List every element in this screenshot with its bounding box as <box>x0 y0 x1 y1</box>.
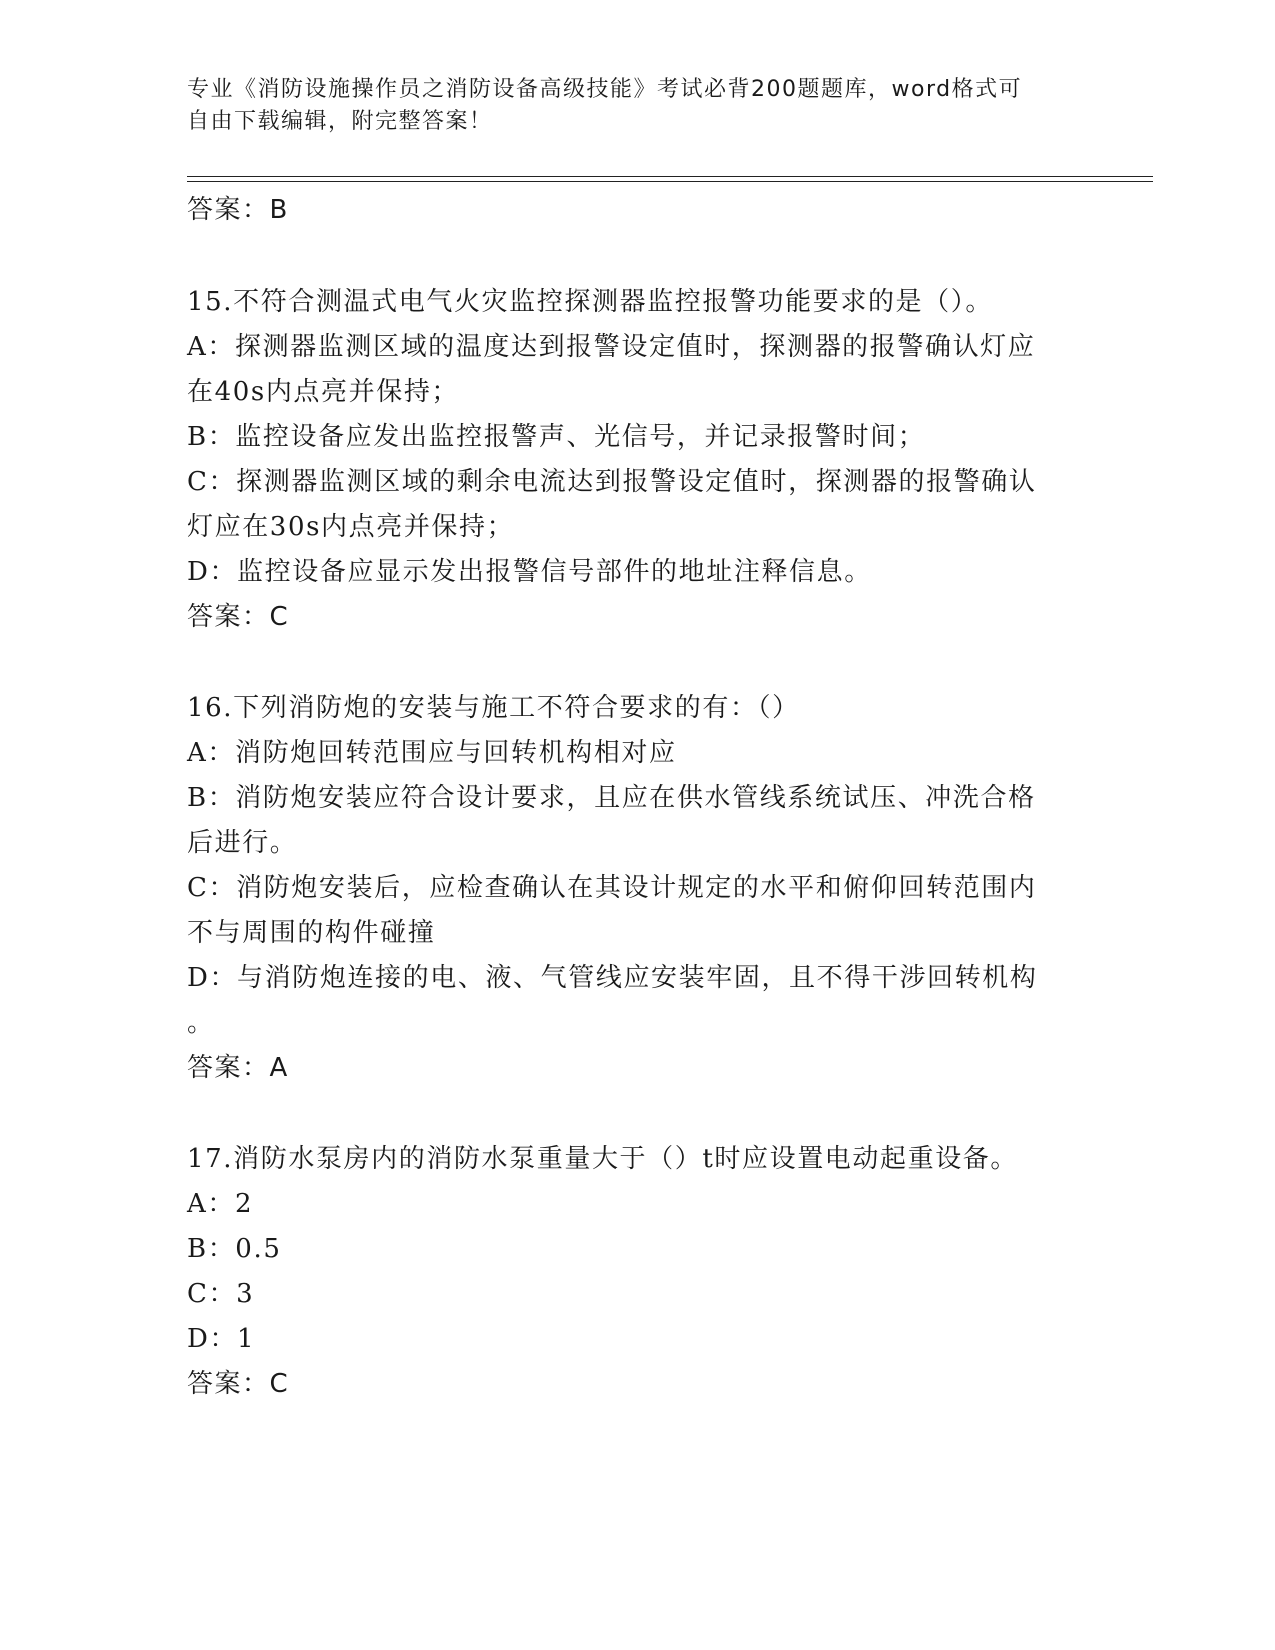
header-divider-top <box>187 176 1153 177</box>
header-line-1: 专业《消防设施操作员之消防设备高级技能》考试必背200题题库，word格式可 <box>187 77 1023 102</box>
option-text: C：消防炮安装后，应检查确认在其设计规定的水平和俯仰回转范围内 <box>187 873 1037 903</box>
answer-line: 答案：A <box>187 1053 289 1083</box>
question-stem: 17.消防水泵房内的消防水泵重量大于（）t时应设置电动起重设备。 <box>187 1144 1018 1174</box>
option-text: B：0.5 <box>187 1234 282 1264</box>
question-block <box>187 686 1067 1091</box>
option-text: D：监控设备应显示发出报警信号部件的地址注释信息。 <box>187 557 872 587</box>
document-body <box>187 188 1067 1407</box>
option-text: C：3 <box>187 1279 255 1309</box>
header-line-2: 自由下载编辑，附完整答案！ <box>187 109 493 134</box>
option-text: B：消防炮安装应符合设计要求，且应在供水管线系统试压、冲洗合格 <box>187 783 1036 813</box>
option-text: A：探测器监测区域的温度达到报警设定值时，探测器的报警确认灯应 <box>187 332 1036 362</box>
option-text: C：探测器监测区域的剩余电流达到报警设定值时，探测器的报警确认 <box>187 467 1037 497</box>
option-text: A：2 <box>187 1189 254 1219</box>
question-stem: 16.下列消防炮的安装与施工不符合要求的有：（） <box>187 693 800 723</box>
option-text: 不与周围的构件碰撞 <box>187 918 436 948</box>
question-block <box>187 280 1067 640</box>
option-text: A：消防炮回转范围应与回转机构相对应 <box>187 738 677 768</box>
option-text: 。 <box>187 1008 215 1038</box>
option-text: D：1 <box>187 1324 256 1354</box>
answer-line: 答案：C <box>187 602 290 632</box>
document-header <box>187 74 1067 138</box>
question-stem: 15.不符合测温式电气火灾监控探测器监控报警功能要求的是（）。 <box>187 287 993 317</box>
option-text: 后进行。 <box>187 828 298 858</box>
option-text: B：监控设备应发出监控报警声、光信号，并记录报警时间； <box>187 422 926 452</box>
answer-line: 答案：C <box>187 1369 290 1399</box>
answer-line: 答案：B <box>187 195 289 225</box>
question-block <box>187 1137 1067 1407</box>
option-text: D：与消防炮连接的电、液、气管线应安装牢固，且不得干涉回转机构 <box>187 963 1038 993</box>
option-text: 在40s内点亮并保持； <box>187 377 460 407</box>
header-divider-bottom <box>187 181 1153 182</box>
option-text: 灯应在30s内点亮并保持； <box>187 512 515 542</box>
